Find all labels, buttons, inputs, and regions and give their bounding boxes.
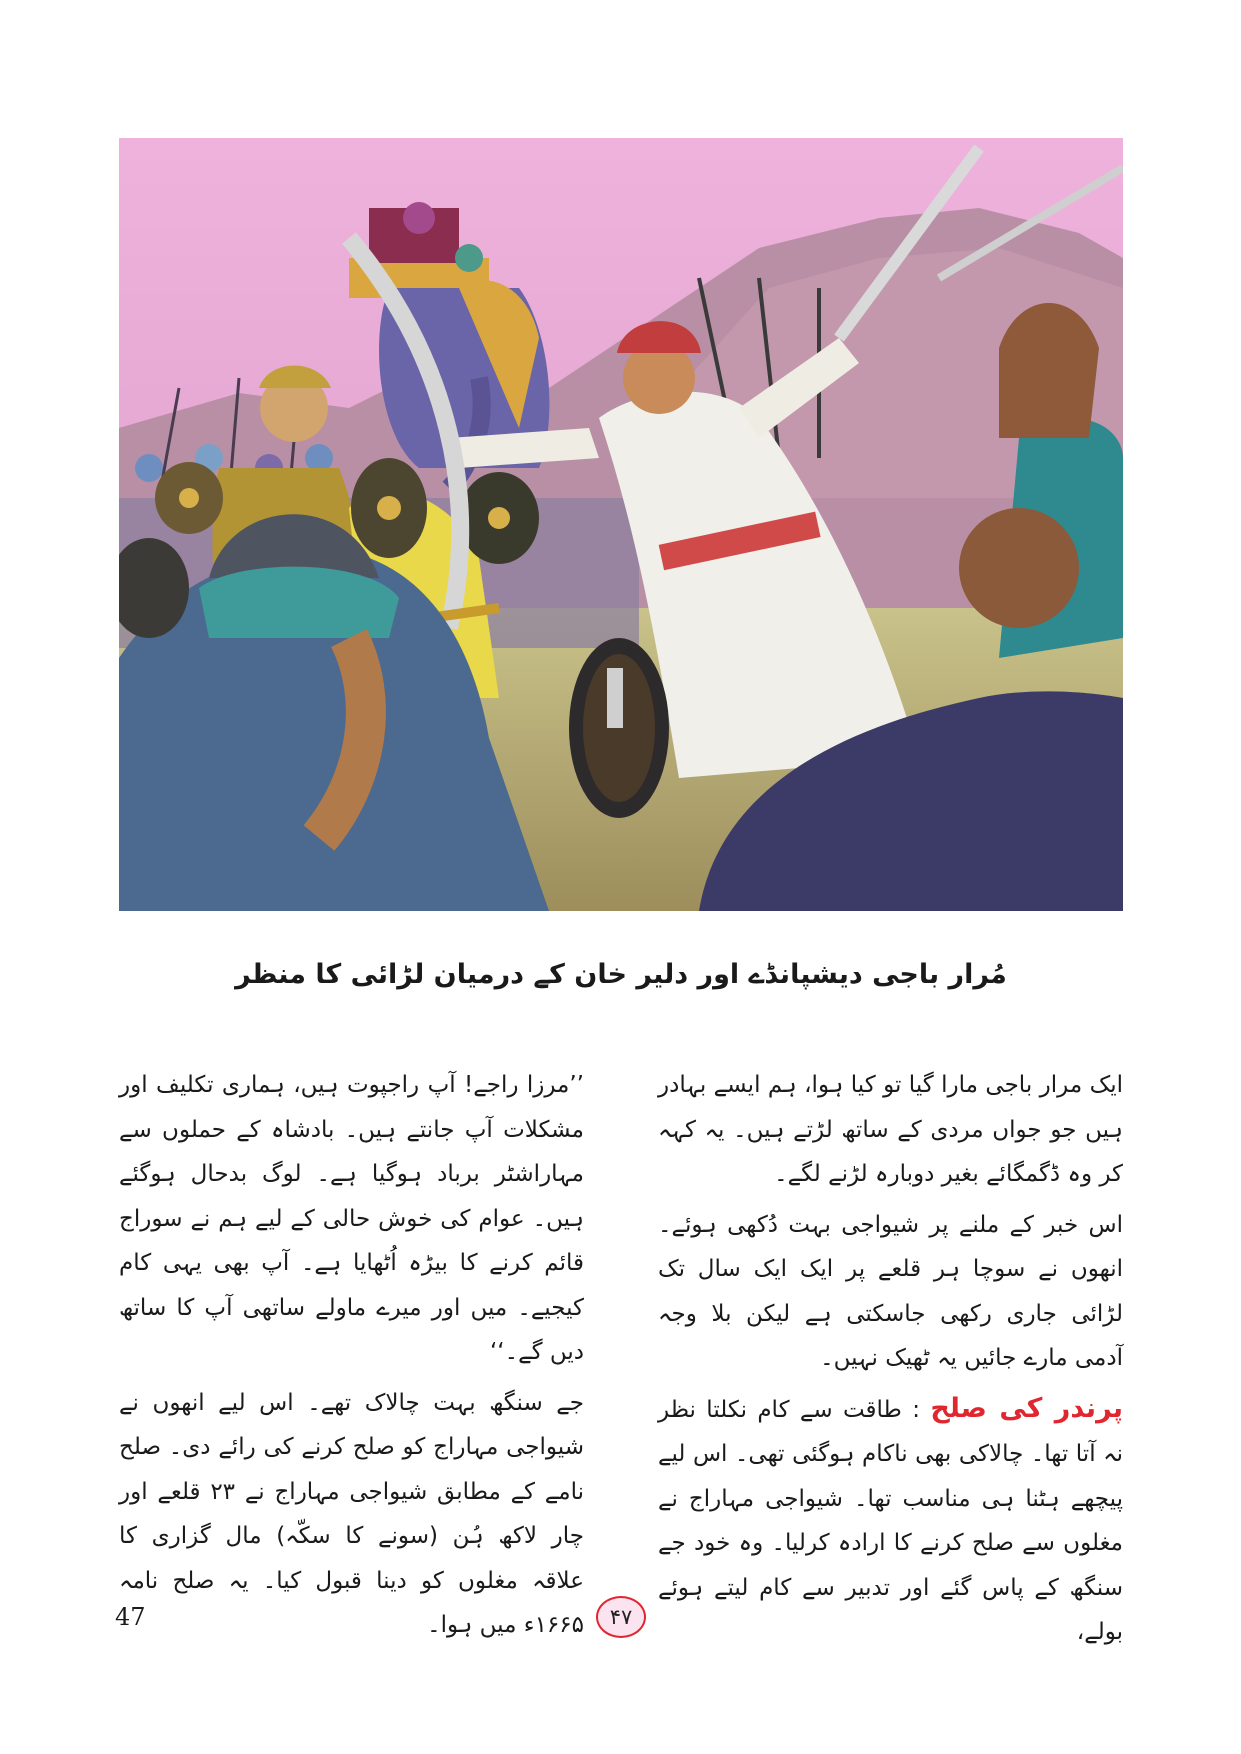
paragraph: ایک مرار باجی مارا گیا تو کیا ہوا، ہم ایسے بہادر ہیں جو جواں مردی کے ساتھ لڑتے ہیں۔ یہ کہہ کر وہ ڈگمگائے بغیر دوبارہ لڑنے لگے۔: [658, 1072, 1123, 1187]
text-column-left: [119, 1063, 584, 1654]
section-paragraph: [658, 1387, 1123, 1655]
paragraph-text: طاقت سے کام نکلتا نظر نہ آتا تھا۔ چالاکی بھی ناکام ہوگئی تھی۔ اس لیے پیچھے ہٹنا ہی مناسب تھا۔ شیواجی مہاراج نے مغلوں سے صلح کرنے کا ارادہ کرلیا۔ وہ خود جے سنگھ کے پاس گئے اور تدبیر سے کام لیتے ہوئے بولے،: [658, 1396, 1123, 1645]
section-heading: پرندر کی صلح: [930, 1392, 1124, 1424]
paragraph: اس خبر کے ملنے پر شیواجی بہت دُکھی ہوئے۔ انھوں نے سوچا ہر قلعے پر ایک ایک سال تک لڑائی جاری رکھی جاسکتی ہے لیکن بلا وجہ آدمی مارے جائیں یہ ٹھیک نہیں۔: [658, 1211, 1123, 1371]
heading-separator: :: [912, 1396, 920, 1423]
page-number: 47: [115, 1603, 146, 1631]
paragraph: جے سنگھ بہت چالاک تھے۔ اس لیے انھوں نے شیواجی مہاراج کو صلح کرنے کی رائے دی۔ صلح نامے کے مطابق شیواجی مہاراج نے ۲۳ قلعے اور چار لاکھ ہُن (سونے کا سکّہ) مال گزاری کا علاقہ مغلوں کو دینا قبول کیا۔ یہ صلح نامہ ۱۶۶۵ء میں ہوا۔: [119, 1389, 584, 1638]
text-column-right: [658, 1063, 1123, 1661]
battle-scene-artwork: [119, 138, 1123, 911]
paragraph: ’’مرزا راجے! آپ راجپوت ہیں، ہماری تکلیف اور مشکلات آپ جانتے ہیں۔ بادشاہ کے حملوں سے مہاراشٹر برباد ہوگیا ہے۔ لوگ بدحال ہوگئے ہیں۔ عوام کی خوش حالی کے لیے ہم نے سوراج قائم کرنے کا بیڑہ اُٹھایا ہے۔ آپ بھی یہی کام کیجیے۔ میں اور میرے ماولے ساتھی آپ کا ساتھ دیں گے۔‘‘: [119, 1072, 584, 1365]
illustration-caption: مُرار باجی دیشپانڈے اور دلیر خان کے درمیان لڑائی کا منظر: [235, 959, 1007, 990]
battle-illustration: [119, 138, 1123, 911]
page-number-badge: ۴۷: [596, 1596, 646, 1638]
